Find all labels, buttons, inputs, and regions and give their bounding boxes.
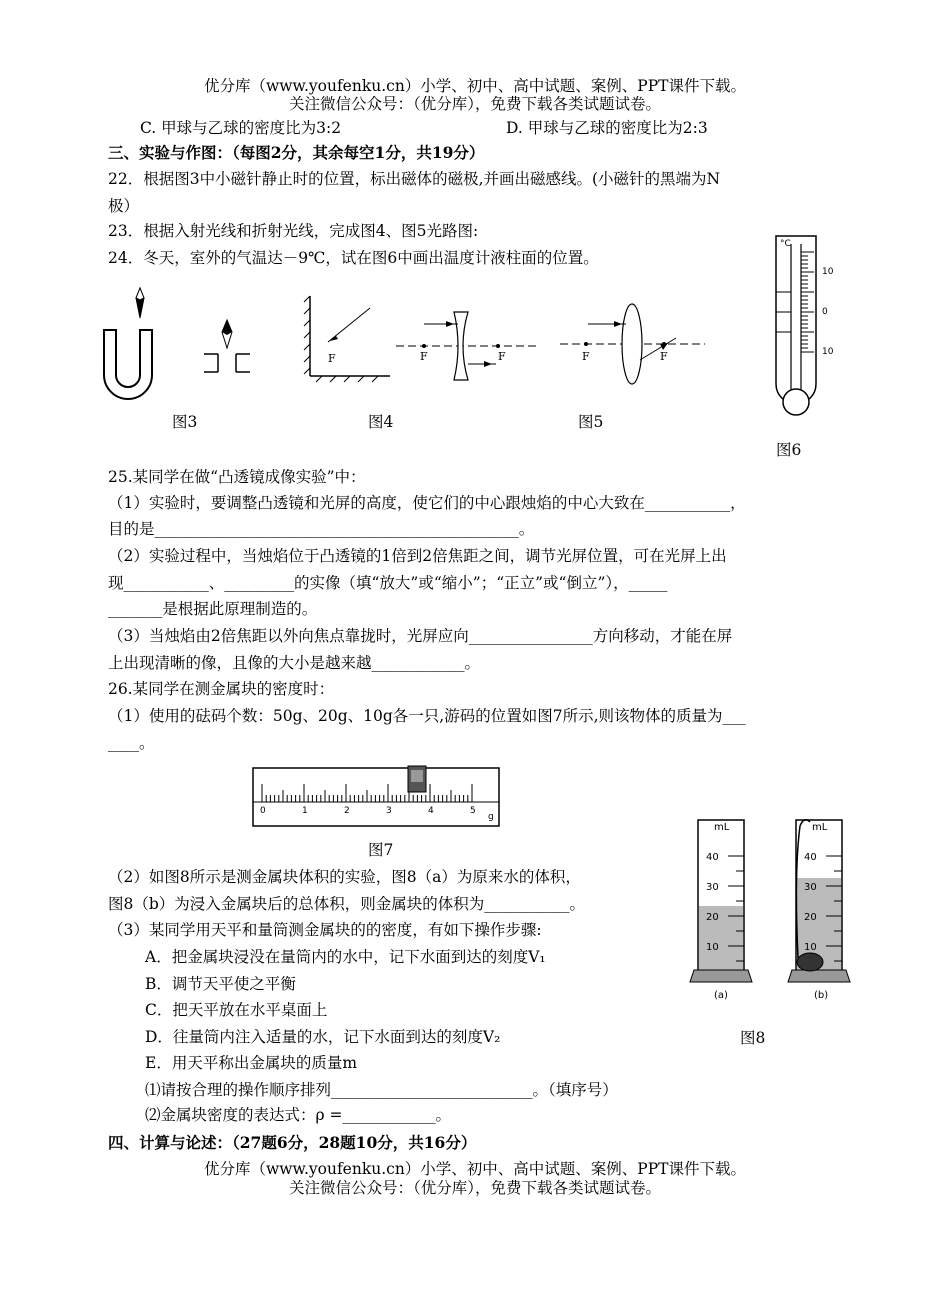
q25-p2-line-3: _______是根据此原理制造的。: [108, 600, 318, 618]
step-e: E．用天平称出金属块的质量m: [145, 1054, 358, 1072]
q26-title: 26.某同学在测金属块的密度时：: [108, 680, 335, 698]
cylinder-a-tick-10: 10: [706, 942, 719, 953]
q26-p3: （3）某同学用天平和量筒测金属块的的密度，有如下操作步骤:: [108, 921, 542, 939]
ruler-label-3: 3: [386, 806, 392, 816]
q25-p1-line-1: （1）实验时，要调整凸透镜和光屏的高度，使它们的中心跟烛焰的中心大致在___________，: [108, 494, 746, 512]
thermometer-unit: °C: [780, 239, 791, 249]
figure-5-label: 图5: [578, 413, 604, 431]
cylinder-a-tick-20: 20: [706, 912, 719, 923]
q22-line-1: 22．根据图3中小磁针静止时的位置，标出磁体的磁极,并画出磁感线。(小磁针的黑端为N: [108, 170, 721, 188]
cylinder-b-caption: (b): [814, 990, 829, 1001]
figure-3-label: 图3: [172, 413, 198, 431]
figure-6-label: 图6: [776, 441, 802, 459]
cylinder-a-caption: (a): [714, 990, 728, 1001]
option-c: C. 甲球与乙球的密度比为3:2: [140, 119, 342, 137]
thermometer-tick-0: 0: [822, 307, 828, 317]
q25-p2-line-1: （2）实验过程中，当烛焰位于凸透镜的1倍到2倍焦距之间，调节光屏位置，可在光屏上出: [108, 547, 727, 565]
cylinder-a-tick-30: 30: [706, 882, 719, 893]
q26-p1-line-2: ____。: [108, 734, 155, 752]
cylinder-b-tick-10: 10: [804, 942, 817, 953]
q25-p2-line-2: 现___________、_________的实像（填“放大”或“缩小”；“正立”或“倒立”），_____: [108, 574, 668, 592]
cylinder-b-tick-30: 30: [804, 882, 817, 893]
sub-question-1: ⑴请按合理的操作顺序排列__________________________。（填序号）: [145, 1081, 618, 1099]
q25-title: 25.某同学在做“凸透镜成像实验”中：: [108, 468, 366, 486]
option-d: D. 甲球与乙球的密度比为2:3: [506, 119, 708, 137]
sub-question-2: ⑵金属块密度的表达式：ρ =____________。: [145, 1106, 452, 1124]
ruler-label-4: 4: [428, 806, 434, 816]
figure-4-optics: [300, 290, 540, 390]
ruler-label-0: 0: [260, 806, 266, 816]
cylinder-b: [788, 820, 850, 1001]
figure-7-label: 图7: [368, 841, 394, 859]
figure-5-convex-lens: [560, 300, 710, 390]
figure-5-focus-right: F: [660, 350, 668, 363]
step-d: D．往量筒内注入适量的水，记下水面到达的刻度V₂: [145, 1028, 501, 1046]
cylinder-b-tick-20: 20: [804, 912, 817, 923]
ruler-label-1: 1: [302, 806, 308, 816]
ruler-label-5: 5: [470, 806, 476, 816]
figure-4-focus-right: F: [498, 350, 506, 363]
cylinder-a-unit: mL: [714, 822, 730, 833]
cylinder-a: [690, 820, 752, 1001]
header-line-2: 关注微信公众号：（优分库），免费下载各类试题试卷。: [288, 95, 661, 113]
q25-p3-line-1: （3）当烛焰由2倍焦距以外向焦点靠拢时，光屏应向________________方向移动，才能在屏: [108, 627, 733, 645]
q26-p2-line-1: （2）如图8所示是测金属块体积的实验，图8（a）为原来水的体积，: [108, 868, 581, 886]
ruler-label-2: 2: [344, 806, 350, 816]
figure-3-magnet: [100, 280, 270, 410]
figure-6-thermometer: [770, 234, 840, 424]
figure-7-rider-scale: [252, 762, 502, 828]
cylinder-a-tick-40: 40: [706, 852, 719, 863]
footer-line-2: 关注微信公众号：（优分库），免费下载各类试题试卷。: [288, 1179, 661, 1197]
q25-p3-line-2: 上出现清晰的像，且像的大小是越来越____________。: [108, 654, 481, 672]
q22-line-2: 极）: [108, 197, 140, 215]
step-c: C．把天平放在水平桌面上: [145, 1001, 328, 1019]
ruler-unit: g: [488, 812, 494, 822]
cylinder-b-unit: mL: [812, 822, 828, 833]
figure-4-focus-left: F: [420, 350, 428, 363]
step-b: B．调节天平使之平衡: [145, 975, 296, 993]
thermometer-tick-10-top: 10: [822, 267, 834, 277]
thermometer-tick-10-bottom: 10: [822, 347, 834, 357]
footer-line-1: 优分库（www.youfenku.cn）小学、初中、高中试题、案例、PPT课件下载。: [203, 1160, 747, 1178]
cylinder-b-tick-40: 40: [804, 852, 817, 863]
figure-4-label: 图4: [368, 413, 394, 431]
figure-8-cylinders: [688, 812, 868, 1008]
figure-4-focus-mirror: F: [328, 352, 336, 365]
q25-p1-line-2: 目的是_______________________________________________。: [108, 520, 535, 538]
figure-5-focus-left: F: [582, 350, 590, 363]
step-a: A．把金属块浸没在量筒内的水中，记下水面到达的刻度V₁: [145, 948, 546, 966]
header-line-1: 优分库（www.youfenku.cn）小学、初中、高中试题、案例、PPT课件下载。: [203, 77, 747, 95]
q24-text: 24．冬天，室外的气温达－9℃，试在图6中画出温度计液柱面的位置。: [108, 249, 599, 267]
figure-8-label: 图8: [740, 1029, 766, 1047]
q26-p2-line-2: 图8（b）为浸入金属块后的总体积，则金属块的体积为___________。: [108, 895, 586, 913]
q26-p1-line-1: （1）使用的砝码个数：50g、20g、10g各一只,游码的位置如图7所示,则该物体的质量为___: [108, 707, 746, 725]
section-3-title: 三、实验与作图：（每图2分，其余每空1分，共19分）: [108, 143, 485, 162]
q23-text: 23．根据入射光线和折射光线，完成图4、图5光路图:: [108, 222, 479, 240]
section-4-title: 四、计算与论述：（27题6分，28题10分，共16分）: [108, 1133, 477, 1152]
